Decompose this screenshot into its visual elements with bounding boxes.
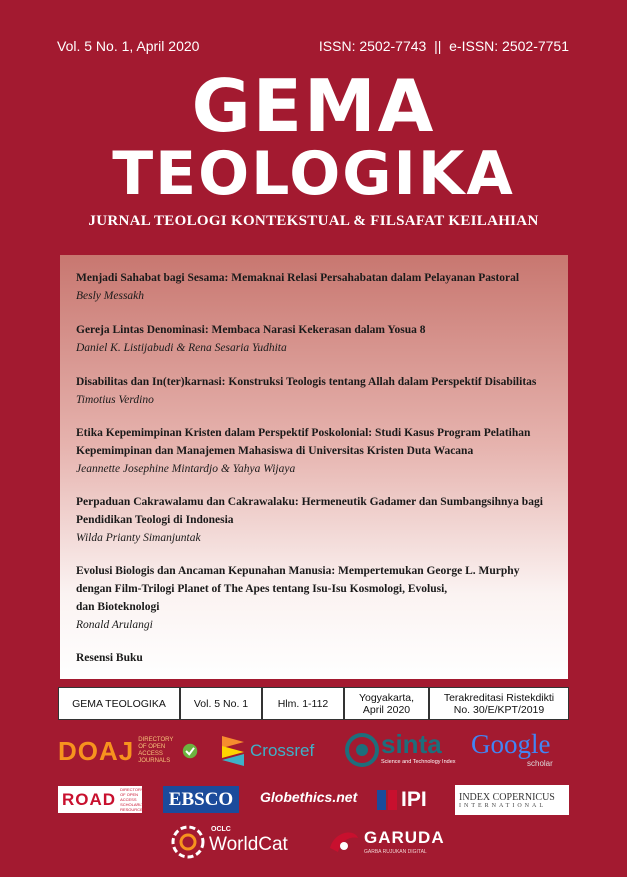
article-author: Besly Messakh: [76, 290, 145, 302]
article-title: Kepemimpinan dan Manajemen Mahasiswa di Universitas Kristen Duta Wacana: [76, 445, 474, 457]
article-6[interactable]: [76, 562, 556, 634]
crossref-logo[interactable]: [220, 733, 330, 769]
sinta-globe-icon: [345, 733, 379, 767]
article-3[interactable]: [76, 373, 556, 409]
info-accreditation-cell: [429, 687, 569, 720]
article-title: Disabilitas dan In(ter)karnasi: Konstruksi Teologis tentang Allah dalam Perspektif Disabilitas: [76, 376, 537, 388]
road-subtitle: DIRECTORY OF OPEN ACCESS SCHOLARLY RESOURCES: [120, 787, 146, 812]
globethics-logo[interactable]: [260, 789, 362, 811]
sinta-subtitle: Science and Technology Index: [381, 759, 456, 765]
doaj-subtitle: DIRECTORY OF OPEN ACCESS JOURNALS: [138, 737, 174, 764]
article-title: Gereja Lintas Denominasi: Membaca Narasi Kekerasan dalam Yosua 8: [76, 324, 426, 336]
sinta-wordmark: sinta: [381, 729, 442, 759]
article-title: Menjadi Sahabat bagi Sesama: Memaknai Relasi Persahabatan dalam Pelayanan Pastoral: [76, 272, 520, 284]
ebsco-wordmark: EBSCO: [168, 788, 234, 810]
sinta-logo[interactable]: [345, 731, 460, 769]
article-title: Pendidikan Teologi di Indonesia: [76, 514, 234, 526]
open-access-check-icon: [182, 741, 198, 761]
crossref-mark-icon: [220, 734, 246, 768]
article-title: dengan Film-Trilogi Planet of The Apes tentang Isu-Isu Kosmologi, Evolusi,: [76, 583, 448, 595]
copernicus-word: COPERNICUS: [492, 791, 555, 803]
globethics-wordmark: Globethics.net: [260, 789, 358, 805]
copernicus-international: INTERNATIONAL: [459, 802, 546, 809]
google-wordmark: Google: [471, 729, 551, 759]
review-title: Resensi Buku: [76, 652, 143, 664]
ipi-wordmark: IPI: [401, 788, 427, 811]
crossref-wordmark: Crossref: [250, 741, 315, 760]
article-title: dan Bioteknologi: [76, 601, 160, 613]
scholar-subtitle: scholar: [527, 759, 553, 768]
copernicus-line: [459, 792, 555, 803]
oclc-label: OCLC: [211, 826, 231, 833]
info-journal-cell: GEMA TEOLOGIKA: [58, 687, 180, 720]
info-pages-cell: Hlm. 1-112: [262, 687, 344, 720]
worldcat-logo[interactable]: [171, 822, 291, 862]
ipi-logo[interactable]: [376, 785, 438, 815]
article-1[interactable]: [76, 269, 556, 305]
article-title: Perpaduan Cakrawalamu dan Cakrawalaku: Hermeneutik Gadamer dan Sumbangsihnya bagi: [76, 496, 543, 508]
ipi-book-icon: [376, 787, 398, 813]
journal-title-line1: GEMA: [191, 64, 436, 148]
info-place-date-cell: [344, 687, 429, 720]
article-author: Wilda Prianty Simanjuntak: [76, 532, 201, 544]
journal-info-table: [58, 687, 569, 720]
article-author: Jeannette Josephine Mintardjo & Yahya Wijaya: [76, 463, 296, 475]
garuda-bird-icon: [328, 826, 360, 858]
info-volume-cell: Vol. 5 No. 1: [180, 687, 262, 720]
article-2[interactable]: [76, 321, 556, 357]
worldcat-globe-icon: [171, 824, 205, 860]
road-wordmark: ROAD: [62, 789, 117, 809]
garuda-wordmark: GARUDA: [364, 828, 445, 847]
index-copernicus-logo[interactable]: [455, 785, 569, 815]
copernicus-index: INDEX: [459, 791, 491, 803]
garuda-logo[interactable]: [328, 826, 458, 860]
doaj-wordmark: DOAJ: [58, 735, 135, 766]
article-5[interactable]: [76, 493, 556, 547]
article-4[interactable]: [76, 424, 556, 478]
ebsco-logo[interactable]: [163, 786, 239, 813]
worldcat-wordmark: WorldCat: [209, 834, 288, 855]
accreditation-number: No. 30/E/KPT/2019: [453, 703, 545, 716]
book-review[interactable]: [76, 649, 556, 667]
article-author: Daniel K. Listijabudi & Rena Sesaria Yudhita: [76, 342, 287, 354]
article-title: Evolusi Biologis dan Ancaman Kepunahan Manusia: Mempertemukan George L. Murphy: [76, 565, 520, 577]
journal-title-line2: TEOLOGIKA: [112, 139, 515, 209]
garuda-subtitle: GARBA RUJUKAN DIGITAL: [364, 849, 427, 855]
article-author: Ronald Arulangi: [76, 619, 153, 631]
date-label: April 2020: [362, 703, 411, 716]
journal-subtitle: JURNAL TEOLOGI KONTEKSTUAL & FILSAFAT KEILAHIAN: [88, 213, 539, 229]
google-scholar-logo[interactable]: [471, 729, 571, 769]
article-author: Timotius Verdino: [76, 394, 154, 406]
volume-label: Vol. 5 No. 1, April 2020: [57, 38, 200, 54]
place-label: Yogyakarta,: [358, 691, 415, 704]
article-title: Etika Kepemimpinan Kristen dalam Perspektif Poskolonial: Studi Kasus Program Pelatihan: [76, 427, 531, 439]
table-of-contents: [60, 255, 568, 679]
doaj-logo[interactable]: [58, 735, 198, 767]
road-logo[interactable]: [58, 786, 146, 813]
accreditation-label: Terakreditasi Ristekdikti: [443, 691, 555, 704]
issn-label: ISSN: 2502-7743 || e-ISSN: 2502-7751: [318, 38, 569, 54]
